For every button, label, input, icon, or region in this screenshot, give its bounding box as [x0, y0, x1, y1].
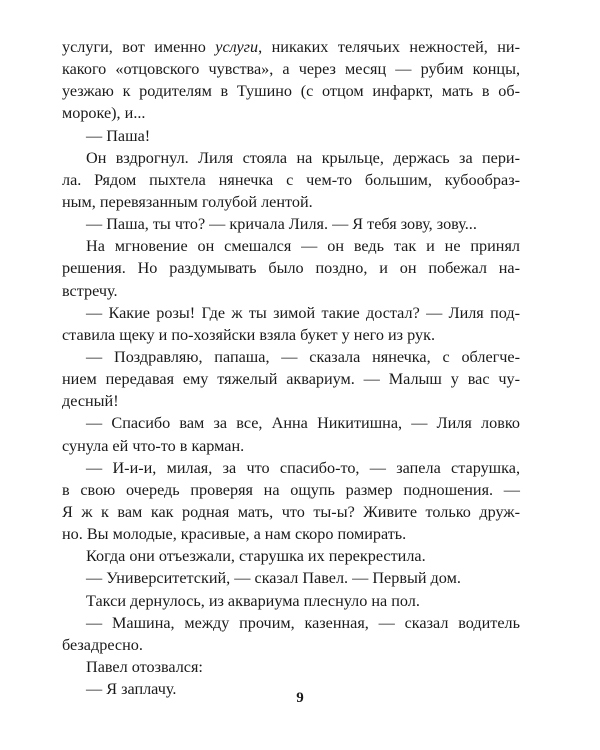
text-line: в свою очередь проверяя на ощупь размер подношения. — [62, 480, 520, 499]
text-line: ла. Рядом пыхтела нянечка с чем-то большим, кубообраз- [62, 170, 520, 189]
text-line: Павел отозвался: [86, 657, 203, 676]
text-line: — Университетский, — сказал Павел. — Первый дом. [86, 569, 461, 588]
text-line: решения. Но раздумывать было поздно, и он побежал на- [62, 259, 520, 278]
text-line: но. Вы молодые, красивые, а нам скоро помирать. [62, 525, 407, 544]
text-line: — Машина, между прочим, казенная, — сказал водитель [86, 613, 520, 632]
text-line: нием передавая ему тяжелый аквариум. — Малыш у вас чу- [62, 370, 520, 389]
text-line: — Поздравляю, папаша, — сказала нянечка, с облегче- [86, 347, 520, 366]
text-line: Такси дернулось, из аквариума плеснуло на пол. [86, 591, 420, 610]
text-line: уезжаю к родителям в Тушино (с отцом инфаркт, мать в об- [62, 82, 520, 101]
text-line: безадресно. [62, 635, 143, 654]
book-page-text [62, 36, 520, 700]
text-line: Я ж к вам как родная мать, что ты-ы? Живите только друж- [62, 502, 520, 521]
text-line: услуги, вот именно услуги, никаких телячьих нежностей, ни- [62, 38, 520, 56]
text-line: ставила щеку и по-хозяйски взяла букет у него из рук. [62, 325, 435, 344]
text-line: — Спасибо вам за все, Анна Никитишна, — Лиля ловко [86, 414, 520, 433]
text-line: десный! [62, 392, 119, 411]
text-line: мороке), и... [62, 104, 146, 123]
text-line: На мгновение он смешался — он ведь так и не принял [86, 237, 520, 256]
text-line: сунула ей что-то в карман. [62, 436, 245, 455]
emphasis: услуги [215, 38, 259, 56]
page-number: 9 [296, 690, 304, 706]
text-line: — Какие розы! Где ж ты зимой такие достал? — Лиля под- [86, 303, 520, 322]
text-line: ным, перевязанным голубой лентой. [62, 192, 313, 211]
text-line: какого «отцовского чувства», а через месяц — рубим концы, [62, 60, 520, 79]
text-line: встречу. [62, 281, 118, 300]
text-line: — Паша, ты что? — кричала Лиля. — Я тебя зову, зову... [86, 215, 477, 234]
text-line: — Паша! [86, 126, 151, 145]
text-line: Он вздрогнул. Лиля стояла на крыльце, держась за пери- [86, 148, 520, 167]
text-line: — И-и-и, милая, за что спасибо-то, — запела старушка, [86, 458, 520, 477]
text-line: — Я заплачу. [86, 680, 177, 699]
text-line: Когда они отъезжали, старушка их перекрестила. [86, 547, 426, 566]
